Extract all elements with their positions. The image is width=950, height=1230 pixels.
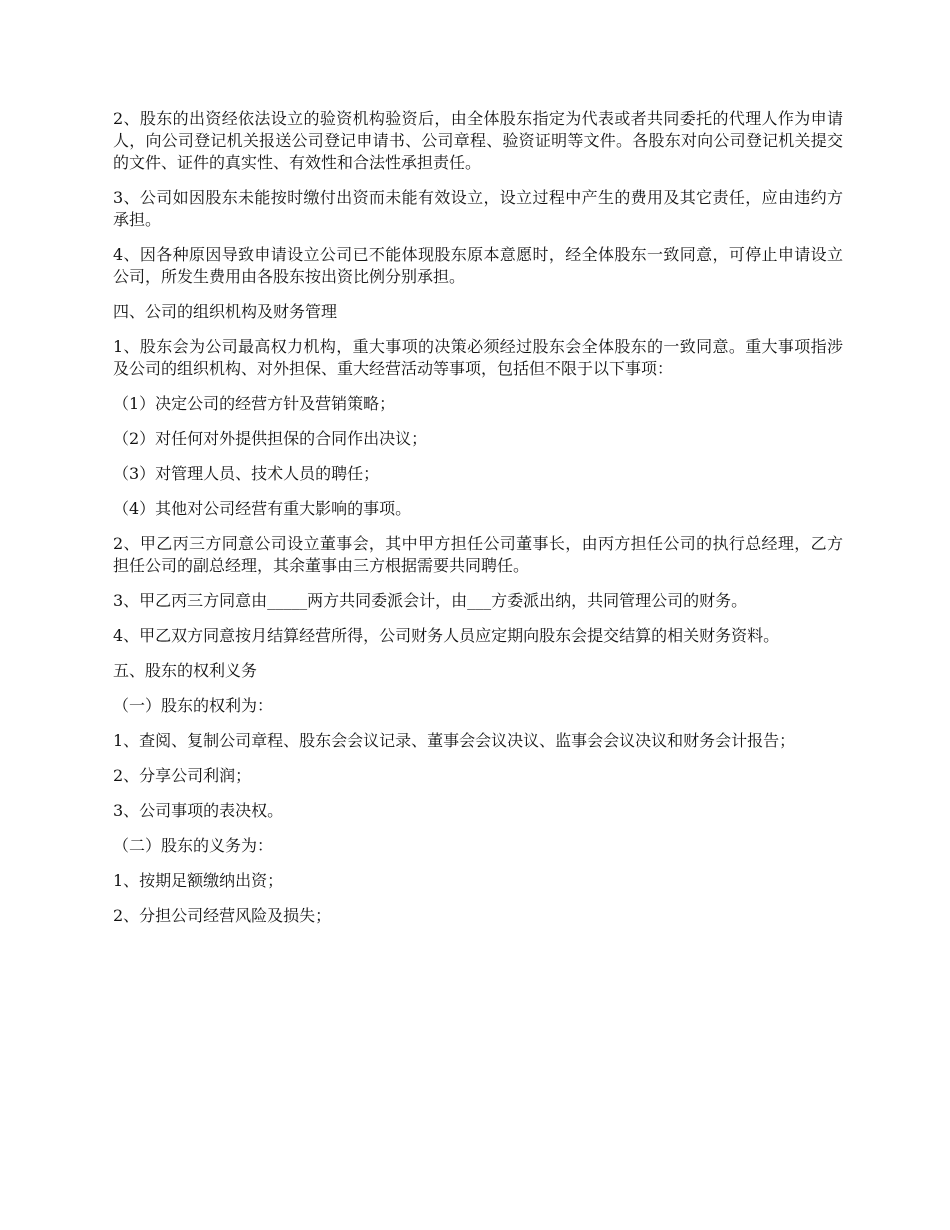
list-item-review-records: 1、查阅、复制公司章程、股东会会议记录、董事会会议决议、监事会会议决议和财务会计报告； bbox=[113, 731, 796, 750]
paragraph-board-of-directors: 2、甲乙丙三方同意公司设立董事会，其中甲方担任公司董事长，由丙方担任公司的执行总经理，乙方担任公司的副总经理，其余董事由三方根据需要共同聘任。 bbox=[113, 534, 843, 575]
paragraph-monthly-settlement: 4、甲乙双方同意按月结算经营所得，公司财务人员应定期向股东会提交结算的相关财务资料。 bbox=[113, 626, 780, 645]
list-item-guarantee-contracts: （2）对任何对外提供担保的合同作出决议； bbox=[113, 429, 428, 448]
section-heading-organization-finance: 四、公司的组织机构及财务管理 bbox=[113, 302, 338, 321]
list-item-voting-right: 3、公司事项的表决权。 bbox=[113, 801, 284, 820]
paragraph-failure-to-establish: 3、公司如因股东未能按时缴付出资而未能有效设立，设立过程中产生的费用及其它责任，应由违约方承担。 bbox=[113, 188, 843, 229]
list-item-share-risk: 2、分担公司经营风险及损失； bbox=[113, 906, 332, 925]
subheading-shareholder-rights: （一）股东的权利为： bbox=[113, 696, 274, 715]
subheading-shareholder-duties: （二）股东的义务为： bbox=[113, 836, 274, 855]
list-item-other-major-matters: （4）其他对公司经营有重大影响的事项。 bbox=[113, 499, 412, 518]
paragraph-stop-application: 4、因各种原因导致申请设立公司已不能体现股东原本意愿时，经全体股东一致同意，可停止申请设立公司，所发生费用由各股东按出资比例分别承担。 bbox=[113, 245, 843, 286]
list-item-personnel-appointment: （3）对管理人员、技术人员的聘任； bbox=[113, 464, 380, 483]
list-item-share-profits: 2、分享公司利润； bbox=[113, 766, 252, 785]
section-heading-shareholder-rights-duties: 五、股东的权利义务 bbox=[113, 661, 258, 680]
document-body bbox=[113, 108, 843, 927]
list-item-pay-capital: 1、按期足额缴纳出资； bbox=[113, 871, 284, 890]
paragraph-shareholders-meeting: 1、股东会为公司最高权力机构，重大事项的决策必须经过股东会全体股东的一致同意。重大事项指涉及公司的组织机构、对外担保、重大经营活动等事项，包括但不限于以下事项： bbox=[113, 337, 843, 378]
paragraph-shareholder-capital-verification: 2、股东的出资经依法设立的验资机构验资后，由全体股东指定为代表或者共同委托的代理人作为申请人，向公司登记机关报送公司登记申请书、公司章程、验资证明等文件。各股东对向公司登记机关提交的文件、证件的真实性、有效性和合法性承担责任。 bbox=[113, 109, 843, 172]
list-item-business-policy: （1）决定公司的经营方针及营销策略； bbox=[113, 394, 396, 413]
paragraph-accountant-cashier: 3、甲乙丙三方同意由_____两方共同委派会计，由___方委派出纳，共同管理公司的财务。 bbox=[113, 591, 748, 610]
